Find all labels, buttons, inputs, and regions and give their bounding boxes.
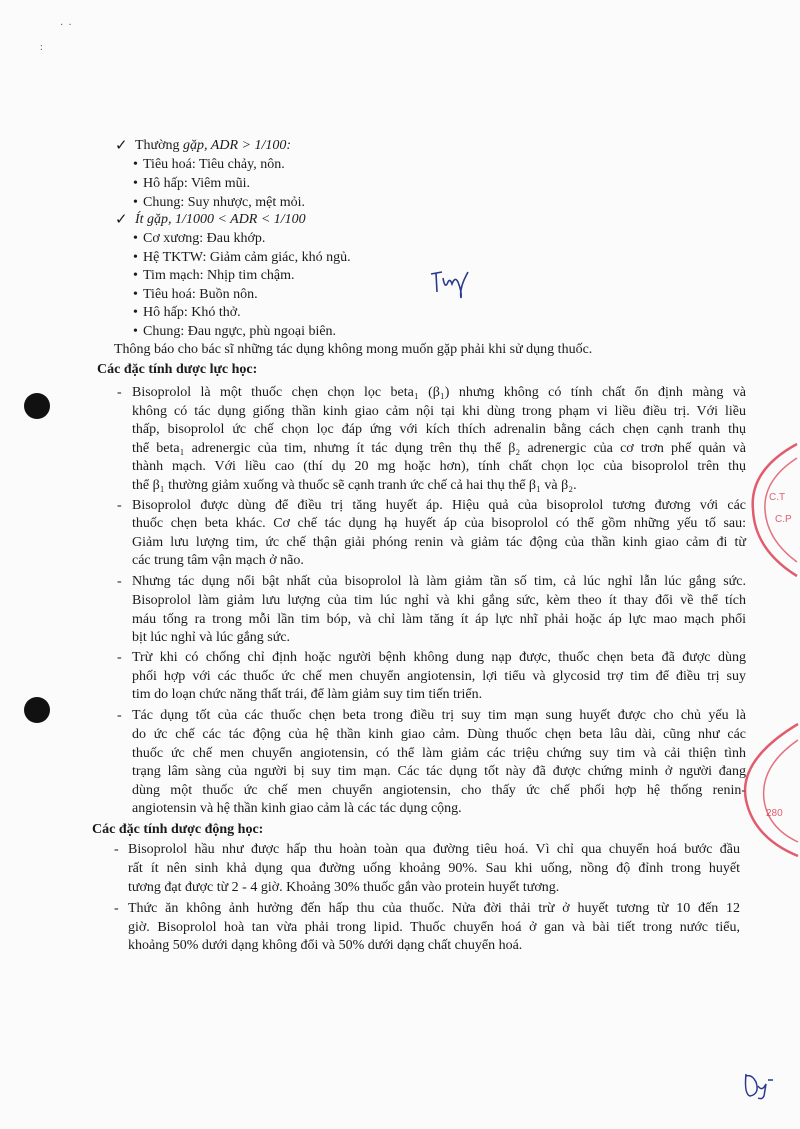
pk-p2-line: Thức ăn không ảnh hưởng đến hấp thu của thuốc. Nửa đời thải trừ ở huyết tương từ 10 đến 12 bbox=[128, 901, 740, 916]
company-stamp-fragment bbox=[730, 720, 800, 860]
check-icon: ✓ bbox=[115, 138, 128, 154]
pd-p1-line: thành mạch. Với liều cao (thí dụ 20 mg hoặc hơn), tính chất chọn lọc của bisoprolol trên thụ bbox=[132, 459, 746, 474]
list-item: Hô hấp: Khó thở. bbox=[143, 305, 241, 320]
dash-icon: - bbox=[117, 650, 122, 665]
bullet-icon: • bbox=[133, 268, 138, 283]
svg-text:280: 280 bbox=[766, 808, 783, 819]
pd-p4-line: Trừ khi có chống chỉ định hoặc người bệnh không dung nạp được, thuốc chẹn beta đã được dùng bbox=[132, 650, 746, 665]
pd-p5-line: thuốc ức chế men chuyển angiotensin, có thể làm giảm các triệu chứng suy tim và cải thiện tình bbox=[132, 746, 746, 761]
scan-specks: · · bbox=[60, 20, 72, 31]
pk-p1-line: Bisoprolol hầu như được hấp thu hoàn toàn qua đường tiêu hoá. Vì chỉ qua chuyển hoá bước đầu bbox=[128, 842, 740, 857]
punch-hole-top bbox=[24, 393, 50, 419]
pd-p2-line: Bisoprolol được dùng để điều trị tăng huyết áp. Hiệu quả của bisoprolol tương đương với các bbox=[132, 498, 746, 513]
list-item: Chung: Suy nhược, mệt mỏi. bbox=[143, 195, 305, 210]
pd-p3-line: máu tống ra trong mỗi lần tim bóp, và chỉ làm tăng ít áp lực nhĩ phải hoặc áp lực mao mạch phổi bbox=[132, 612, 746, 627]
pd-p5-line: Tác dụng tốt của các thuốc chẹn beta trong điều trị suy tim mạn sung huyết được cho chủ yếu là bbox=[132, 708, 746, 723]
dash-icon: - bbox=[114, 901, 119, 916]
bullet-icon: • bbox=[133, 157, 138, 172]
dash-icon: - bbox=[117, 574, 122, 589]
pd-p3-line: Bisoprolol làm giảm lưu lượng của tim lúc nghỉ và khi gắng sức, kèm theo ít thay đổi về thể tích bbox=[132, 593, 746, 608]
pd-p1-line: thể beta₁ adrenergic của tim, nhưng ít tác dụng trên thụ thể β₂ adrenergic của cơ trơn phế quản và bbox=[132, 441, 746, 456]
pk-p2-line: giờ. Bisoprolol hoà tan vừa phải trong lipid. Thuốc chuyển hoá ở gan và bài tiết trong nước tiểu, bbox=[128, 920, 740, 935]
list-item: Chung: Đau ngực, phù ngoại biên. bbox=[143, 324, 337, 339]
list-item: Hệ TKTW: Giảm cảm giác, khó ngủ. bbox=[143, 250, 351, 265]
adr-uncommon-header: Ít gặp, 1/1000 < ADR < 1/100 bbox=[135, 212, 306, 227]
bullet-icon: • bbox=[133, 231, 138, 246]
scan-specks: : bbox=[40, 42, 43, 53]
dash-icon: - bbox=[117, 498, 122, 513]
pk-heading: Các đặc tính dược động học: bbox=[92, 822, 264, 837]
pd-heading: Các đặc tính dược lực học: bbox=[97, 362, 258, 377]
pk-p1-line: rất ít nên sinh khả dụng qua đường uống khoảng 90%. Sau khi uống, nồng độ đỉnh trong huyết bbox=[128, 861, 740, 876]
pd-p4-line: tim do loạn chức năng thất trái, để làm giảm suy tim tiến triển. bbox=[132, 687, 483, 702]
punch-hole-bottom bbox=[24, 697, 50, 723]
pd-p2-line: thuốc chẹn beta khác. Cơ chế tác dụng hạ huyết áp của bisoprolol có thể gồm những yếu tố sau: bbox=[132, 516, 746, 531]
dash-icon: - bbox=[117, 708, 122, 723]
svg-text:C.T: C.T bbox=[769, 492, 786, 503]
pd-p1-line: Bisoprolol là một thuốc chẹn chọn lọc beta₁ (β₁) nhưng không có tính chất ổn định màng và bbox=[132, 385, 746, 400]
adr-common-header: Thường gặp, ADR > 1/100: bbox=[135, 138, 292, 153]
bullet-icon: • bbox=[133, 287, 138, 302]
bullet-icon: • bbox=[133, 324, 138, 339]
list-item: Tim mạch: Nhịp tim chậm. bbox=[143, 268, 295, 283]
list-item: Hô hấp: Viêm mũi. bbox=[143, 176, 251, 191]
bullet-icon: • bbox=[133, 305, 138, 320]
pk-p1-line: tương đạt được từ 2 - 4 giờ. Khoảng 30% thuốc gắn vào protein huyết tương. bbox=[128, 880, 560, 895]
list-item: Tiêu hoá: Buồn nôn. bbox=[143, 287, 258, 302]
page-initial-mark bbox=[740, 1068, 776, 1102]
pd-p1-line: không có tác dụng giống thần kinh giao cảm nội tại khi dùng trong phạm vi liều điều trị. Với liều bbox=[132, 404, 746, 419]
pd-p5-line: dùng một thuốc ức chế men chuyển angiotensin, cho thấy ức chế phối hợp hệ thống renin- bbox=[132, 783, 746, 798]
pd-p3-line: Nhưng tác dụng nổi bật nhất của bisoprolol là làm giảm tần số tim, cả lúc nghỉ lẫn lúc gắng sức. bbox=[132, 574, 746, 589]
pd-p4-line: phối hợp với các thuốc ức chế men chuyển angiotensin, lợi tiểu và glycosid trợ tim để điều trị suy bbox=[132, 669, 746, 684]
bullet-icon: • bbox=[133, 250, 138, 265]
bullet-icon: • bbox=[133, 195, 138, 210]
dash-icon: - bbox=[117, 385, 122, 400]
pd-p5-line: trạng lâm sàng của người bị suy tim mạn. Các tác dụng tốt này đã được chứng minh ở người đang bbox=[132, 764, 746, 779]
pd-p3-line: bịt lúc nghỉ và lúc gắng sức. bbox=[132, 630, 291, 645]
pd-p1-line: thể β₁ thường giảm xuống và thuốc sẽ cạnh tranh ức chế cả hai thụ thể β₁ và β₂. bbox=[132, 478, 577, 493]
pd-p5-line: angiotensin và hệ thần kinh giao cảm là các tác dụng cộng. bbox=[132, 801, 462, 816]
list-item: Cơ xương: Đau khớp. bbox=[143, 231, 266, 246]
list-item: Tiêu hoá: Tiêu chảy, nôn. bbox=[143, 157, 285, 172]
company-stamp-fragment bbox=[735, 440, 800, 580]
bullet-icon: • bbox=[133, 176, 138, 191]
signature-mark bbox=[428, 268, 474, 302]
pk-p2-line: khoảng 50% dưới dạng không đổi và 50% dưới dạng chất chuyển hoá. bbox=[128, 938, 523, 953]
pd-p1-line: thấp, bisoprolol ức chế chọn lọc đáp ứng với kích thích adrenalin bằng cách chẹn cạnh tranh thụ bbox=[132, 422, 746, 437]
notice-text: Thông báo cho bác sĩ những tác dụng không mong muốn gặp phải khi sử dụng thuốc. bbox=[114, 342, 593, 357]
pd-p5-line: do ức chế các tác động của hệ thần kinh giao cảm. Dùng thuốc chẹn beta lâu dài, cũng như các bbox=[132, 727, 746, 742]
pd-p2-line: Giảm lưu lượng tim, ức chế thận giải phóng renin và giảm tác động của thần kinh giao cảm đi từ bbox=[132, 535, 746, 550]
svg-text:C.P: C.P bbox=[775, 514, 792, 525]
check-icon: ✓ bbox=[115, 212, 128, 228]
pd-p2-line: các trung tâm vận mạch ở não. bbox=[132, 553, 304, 568]
dash-icon: - bbox=[114, 842, 119, 857]
